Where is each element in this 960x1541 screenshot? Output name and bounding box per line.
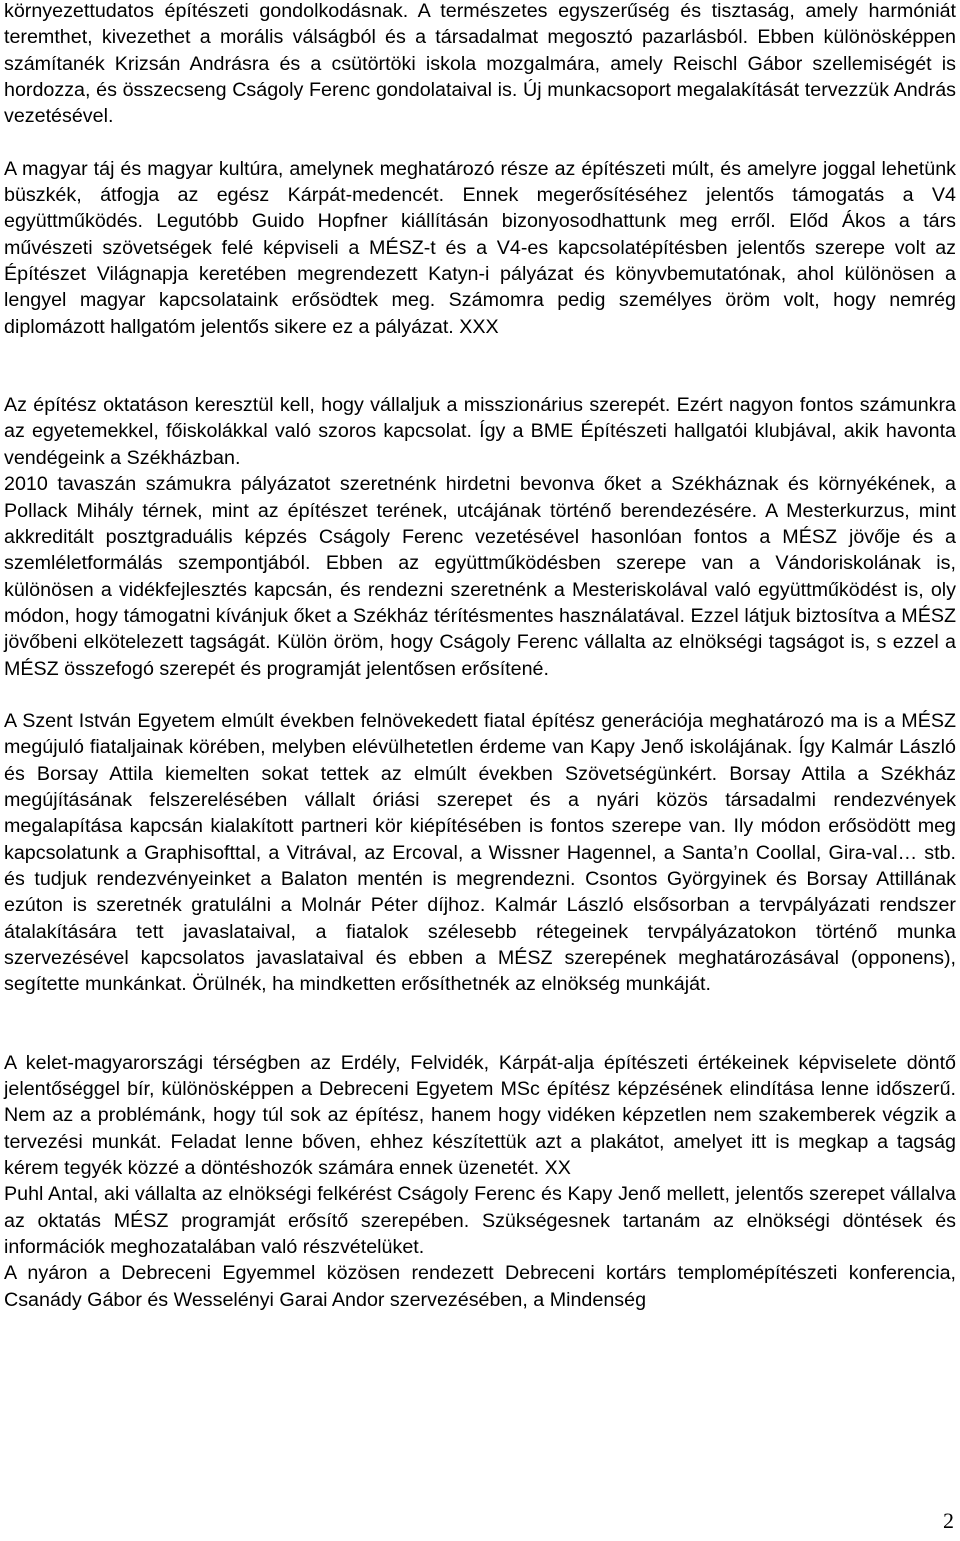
paragraph-6: A kelet-magyarországi térségben az Erdély, Felvidék, Kárpát-alja építészeti értékeinek képviselete döntő jelentőséggel bír, különösképpen a Debreceni Egyetem MSc építész képzésének elindítása lenne időszerű. Nem az a problémánk, hogy túl sok az építész, hanem hogy vidéken képzetlen nem szakemberek végzik a tervezési munkát. Feladat lenne bőven, ehhez készítettük azt a plakátot, amelyet itt is megkap a tagság kérem tegyék közzé a döntéshozók számára ennek üzenetét. XX <box>4 1051 956 1180</box>
paragraph-1: környezettudatos építészeti gondolkodásnak. A természetes egyszerűség és tisztaság, amely harmóniát teremthet, kivezethet a morális válságból és a társadalmat megosztó pazarlásból. Ebben különösképpen számítanék Krizsán Andrásra és a csütörtöki iskola mozgalmára, amely Reischl Gábor szellemiségét is hordozza, és összecseng Cságoly Ferenc gondolataival is. Új munkacsoport megalakítását tervezzük András vezetésével. <box>4 0 956 128</box>
page-number: 2 <box>943 1508 954 1533</box>
paragraph-spacer <box>4 130 956 156</box>
paragraph-7: Puhl Antal, aki vállalta az elnökségi felkérést Cságoly Ferenc és Kapy Jenő mellett, jelentős szerepet vállalva az oktatás MÉSZ programját erősítő szerepében. Szükségesnek tartanám az elnökségi döntések és információk meghozatalában való részvételüket. <box>4 1183 956 1259</box>
paragraph-spacer <box>4 682 956 708</box>
paragraph-4: 2010 tavaszán számukra pályázatot szeretnénk hirdetni bevonva őket a Székháznak és környékének, a Pollack Mihály térnek, mint az építészet terének, utcájának történő berendezésére. A Mesterkurzus, mint akkreditált posztgraduális képzés Cságoly Ferenc vezetésével hasonlóan fontos a MÉSZ jövője és a szemléletformálás szempontjából. Ebben az együttműködésben szerepe van a Vándoriskolának is, különösen a vidékfejlesztés kapcsán, és rendezni szeretnénk a Mesteriskolával való együttműködést is, oly módon, hogy támogatni kívánjuk őket a Székház térítésmentes használatával. Ezzel látjuk biztosítva a MÉSZ jövőbeni elkötelezett tagságát. Külön öröm, hogy Cságoly Ferenc vállalta az elnökségi tagságot is, s ezzel a MÉSZ összefogó szerepét és programját jelentősen erősítené. <box>4 473 956 680</box>
paragraph-5: A Szent István Egyetem elmúlt években felnövekedett fiatal építész generációja meghatározó ma is a MÉSZ megújuló fiataljainak körében, melyben elévülhetetlen érdeme van Kapy Jenő iskolájának. Így Kalmár László és Borsay Attila kiemelten sokat tettek az elmúlt években Szövetségünkért. Borsay Attila a Székház megújításának felszerelésében vállalt óriási szerepet és a nyári közös társadalmi rendezvények megalapítása kapcsán kialakított partneri kör kiépítésében is fontos szerepe van. Ily módon erősödött meg kapcsolatunk a Graphisofttal, a Vitrával, az Ercoval, a Wissner Hagennel, a Santa’n Coollal, Gira-val… stb. és tudjuk rendezvényeinket a Balaton mentén is megrendezni. Csontos Györgyinek és Borsay Attillának ezúton is szeretnék gratulálni a Molnár Péter díjhoz. Kalmár László elsősorban a tervpályázati rendszer átalakítására tett javaslataival, a fiatalok szélesebb rétegeinek tervpályázatokon történő munka szervezésével kapcsolatos javaslataival és ebben a MÉSZ szerepének meghatározásával (opponens), segítette munkánkat. Örülnék, ha mindketten erősíthetnék az elnökség munkáját. <box>4 709 956 996</box>
paragraph-8: A nyáron a Debreceni Egyemmel közösen rendezett Debreceni kortárs templomépítészeti konferencia, Csanády Gábor és Wesselényi Garai Andor szervezésében, a Mindenség <box>4 1262 956 1311</box>
document-page <box>4 0 956 1313</box>
paragraph-2: A magyar táj és magyar kultúra, amelynek meghatározó része az építészeti múlt, és amelyre joggal lehetünk büszkék, átfogja az egész Kárpát-medencét. Ennek megerősítéséhez jelentős támogatás a V4 együttműködés. Legutóbb Guido Hopfner kiállításán bizonyosodhattunk meg erről. Előd Ákos a társ művészeti szövetségek felé képviseli a MÉSZ-t és a V4-es kapcsolatépítésben jelentős szerepe volt az Építészet Világnapja keretében megrendezett Katyn-i pályázat és könyvbemutatónak, ahol különösen a lengyel magyar kapcsolataink erősödtek meg. Számomra pedig személyes öröm volt, hogy nemrég diplomázott hallgatóm jelentős sikere ez a pályázat. XXX <box>4 157 956 338</box>
paragraph-spacer <box>4 340 956 392</box>
paragraph-spacer <box>4 998 956 1050</box>
paragraph-3: Az építész oktatáson keresztül kell, hogy vállaljuk a misszionárius szerepét. Ezért nagyon fontos számunkra az egyetemekkel, főiskolákkal való szoros kapcsolat. Így a BME Építészeti hallgatói klubjával, akik havonta vendégeink a Székházban. <box>4 394 956 469</box>
